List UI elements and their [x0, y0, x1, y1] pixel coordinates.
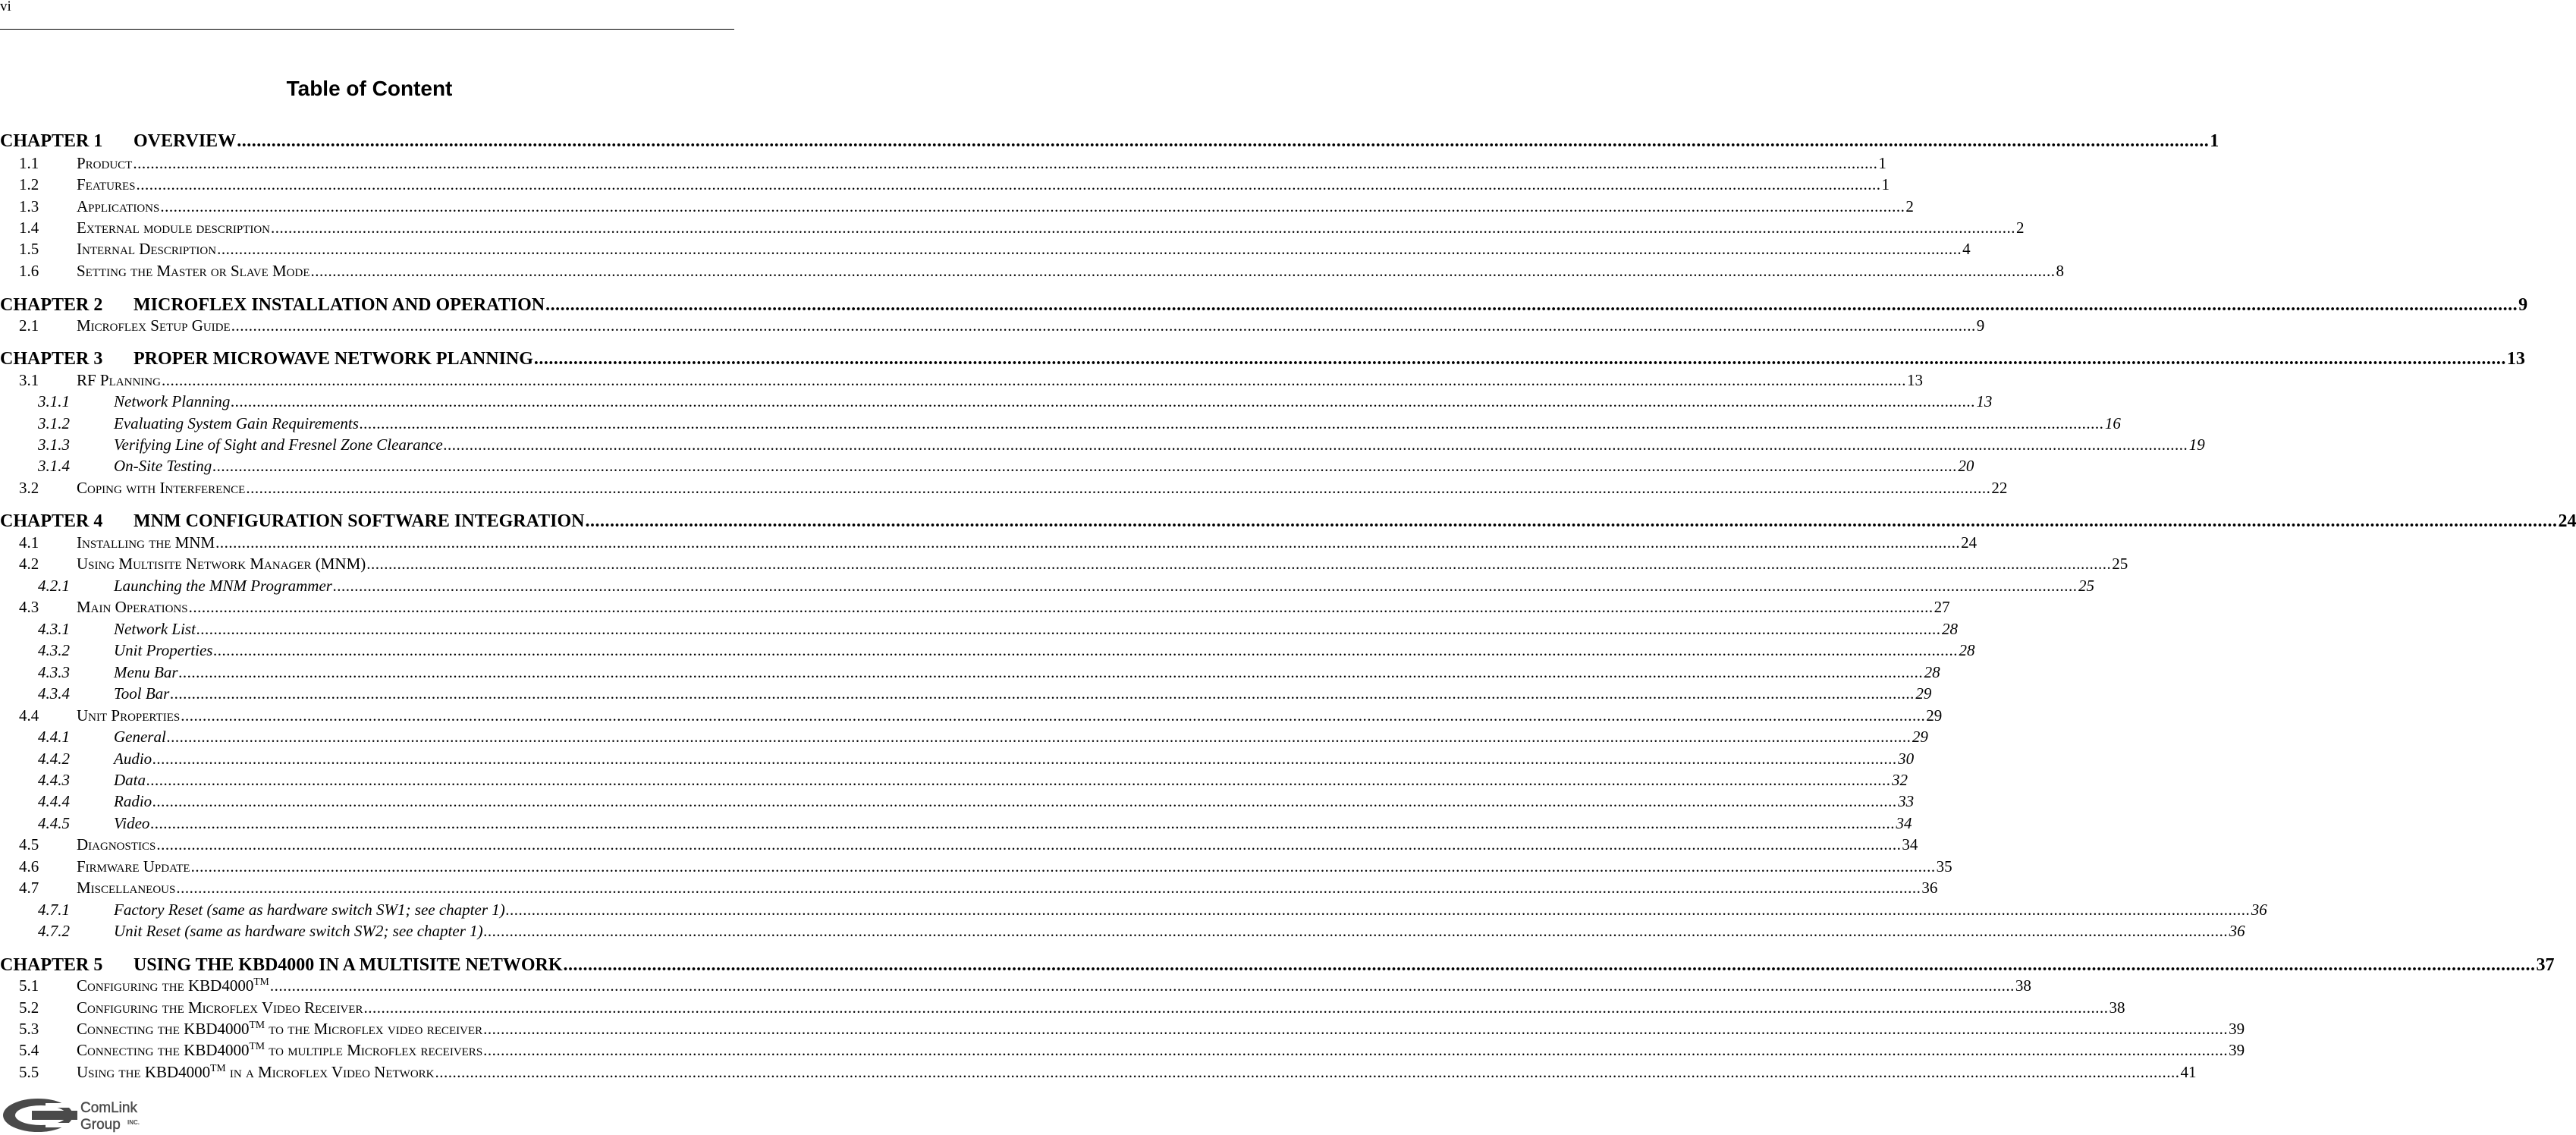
toc-entry-number: 5.3 [19, 1020, 39, 1038]
toc-entry-title-text: OVERVIEW [134, 131, 237, 151]
toc-entry-title-text: MNM CONFIGURATION SOFTWARE INTEGRATION [134, 511, 585, 531]
toc-entry-4-4[interactable] [19, 706, 1943, 725]
toc-entry-4-1[interactable] [19, 533, 1978, 552]
dot-leader: ................................................................................................................................................................................................................................................................................................................................................................................................................ [178, 663, 1924, 681]
dot-leader: ................................................................................................................................................................................................................................................................................................................................................................................................................ [545, 295, 2518, 315]
toc-entry-page: 2 [2016, 219, 2025, 237]
toc-entry-title-text: Configuring the KBD4000 [77, 976, 254, 995]
toc-entry-title [134, 511, 584, 532]
toc-entry-title-text: Unit Reset (same as hardware switch SW2; see chapter 1) [114, 922, 483, 940]
toc-entry-title-rest: in a Microflex Video Network [225, 1063, 435, 1081]
toc-entry-3-1-3[interactable] [38, 435, 2205, 454]
toc-entry-title-text: Evaluating System Gain Requirements [114, 414, 359, 432]
dot-leader: ................................................................................................................................................................................................................................................................................................................................................................................................................ [366, 555, 2112, 573]
toc-entry-title [77, 262, 310, 281]
toc-entry-title-text: Verifying Line of Sight and Fresnel Zone Clearance [114, 435, 443, 454]
toc-entry-chapter-5[interactable] [0, 955, 2555, 976]
toc-entry-number: 4.2.1 [38, 577, 70, 595]
dot-leader: ................................................................................................................................................................................................................................................................................................................................................................................................................ [310, 262, 2056, 280]
toc-entry-page: 13 [1906, 371, 1923, 389]
toc-entry-title-rest: to the Microflex video receiver [264, 1020, 483, 1038]
logo-text-line1: ComLink [80, 1100, 137, 1116]
toc-entry-number: 3.1.4 [38, 457, 70, 475]
toc-entry-title [134, 295, 545, 316]
toc-entry-1-4[interactable] [19, 219, 2025, 237]
toc-entry-page: 34 [1902, 835, 1918, 854]
dot-leader: ................................................................................................................................................................................................................................................................................................................................................................................................................ [136, 175, 1881, 193]
toc-entry-number: 4.4.2 [38, 750, 70, 768]
toc-entry-4-7[interactable] [19, 879, 1938, 898]
toc-entry-title-text: Using Multisite Network Manager (MNM) [77, 555, 366, 573]
toc-entry-title-text: Internal Description [77, 240, 217, 258]
dot-leader: ................................................................................................................................................................................................................................................................................................................................................................................................................ [231, 392, 1976, 410]
toc-entry-4-6[interactable] [19, 857, 1952, 876]
toc-entry-number: 5.2 [19, 998, 39, 1017]
dot-leader: ................................................................................................................................................................................................................................................................................................................................................................................................................ [160, 197, 1905, 215]
dot-leader: ................................................................................................................................................................................................................................................................................................................................................................................................................ [166, 728, 1912, 746]
toc-entry-title [114, 814, 149, 833]
toc-entry-page: 38 [2015, 976, 2031, 995]
toc-entry-title-text: Coping with Interference [77, 479, 246, 497]
toc-entry-4-4-1[interactable] [38, 728, 1928, 747]
toc-entry-page: 27 [1934, 598, 1950, 616]
toc-entry-title [114, 771, 146, 790]
toc-entry-title [114, 392, 230, 411]
toc-entry-3-2[interactable] [19, 479, 2008, 498]
toc-entry-title-text: Unit Properties [114, 641, 213, 659]
toc-entry-title-text: Network Planning [114, 392, 231, 410]
toc-entry-number: 4.3.3 [38, 663, 70, 681]
toc-entry-page: 13 [1976, 392, 1993, 410]
toc-entry-page: 13 [2506, 349, 2525, 369]
toc-entry-4-2[interactable] [19, 555, 2128, 574]
page-title: Table of Content [286, 77, 453, 100]
comlink-group-logo [2, 1096, 176, 1133]
toc-entry-number: 4.6 [19, 857, 39, 876]
toc-entry-page: 29 [1926, 706, 1943, 725]
toc-entry-1-1[interactable] [19, 154, 1886, 173]
toc-entry-number: 4.5 [19, 835, 39, 854]
dot-leader: ................................................................................................................................................................................................................................................................................................................................................................................................................ [483, 1020, 2229, 1038]
dot-leader: ................................................................................................................................................................................................................................................................................................................................................................................................................ [170, 684, 1915, 703]
toc-entry-5-5[interactable] [19, 1062, 2197, 1082]
toc-entry-title-text: External module description [77, 219, 270, 237]
toc-entry-title-text: General [114, 728, 166, 746]
trademark-superscript: TM [249, 1019, 265, 1030]
toc-entry-page: 35 [1936, 857, 1952, 876]
dot-leader: ................................................................................................................................................................................................................................................................................................................................................................................................................ [176, 879, 1921, 897]
toc-entry-title-text: Configuring the Microflex Video Receiver [77, 998, 363, 1017]
toc-entry-5-4[interactable] [19, 1040, 2245, 1060]
toc-entry-title-text: Installing the MNM [77, 533, 215, 552]
toc-entry-4-5[interactable] [19, 835, 1918, 854]
toc-entry-title [134, 349, 533, 369]
toc-entry-number: 4.4.5 [38, 814, 70, 832]
toc-entry-page: 1 [2210, 131, 2219, 151]
toc-entry-number: 4.3 [19, 598, 39, 616]
toc-entry-page: 24 [2558, 511, 2576, 531]
dot-leader: ................................................................................................................................................................................................................................................................................................................................................................................................................ [505, 901, 2251, 919]
toc-entry-title-text: MICROFLEX INSTALLATION AND OPERATION [134, 295, 545, 315]
toc-entry-title-text: USING THE KBD4000 IN A MULTISITE NETWORK [134, 955, 563, 975]
dot-leader: ................................................................................................................................................................................................................................................................................................................................................................................................................ [363, 998, 2109, 1017]
toc-entry-number: 3.1 [19, 371, 39, 389]
toc-entry-number: 1.5 [19, 240, 39, 258]
toc-entry-1-5[interactable] [19, 240, 1971, 259]
toc-entry-title [77, 857, 190, 876]
toc-entry-number: CHAPTER 1 [0, 131, 103, 151]
toc-entry-number: 4.3.4 [38, 684, 70, 703]
toc-entry-title [77, 879, 175, 898]
toc-entry-page: 39 [2229, 1020, 2245, 1038]
toc-entry-5-1[interactable] [19, 976, 2031, 995]
toc-entry-number: 3.1.1 [38, 392, 70, 410]
toc-entry-title [114, 922, 483, 941]
toc-entry-title [114, 663, 178, 682]
toc-entry-title [77, 316, 231, 335]
toc-entry-title-text: Features [77, 175, 136, 193]
toc-entry-title [77, 371, 161, 390]
toc-entry-number: CHAPTER 3 [0, 349, 103, 369]
dot-leader: ................................................................................................................................................................................................................................................................................................................................................................................................................ [483, 922, 2229, 940]
toc-entry-4-4-3[interactable] [38, 771, 1908, 790]
toc-entry-page: 37 [2536, 955, 2555, 975]
dot-leader: ................................................................................................................................................................................................................................................................................................................................................................................................................ [443, 435, 2188, 454]
toc-entry-title-text: Menu Bar [114, 663, 178, 681]
logo-mark-icon [3, 1099, 77, 1132]
toc-entry-title [114, 750, 152, 769]
trademark-superscript: TM [249, 1040, 265, 1052]
dot-leader: ................................................................................................................................................................................................................................................................................................................................................................................................................ [246, 479, 1991, 497]
toc-entry-page: 36 [2229, 922, 2245, 940]
toc-entry-title [114, 901, 505, 920]
toc-entry-page: 41 [2180, 1063, 2197, 1081]
toc-entry-title [114, 457, 212, 476]
toc-entry-title [134, 131, 236, 152]
toc-entry-title-text: Video [114, 814, 150, 832]
toc-entry-number: 4.4.1 [38, 728, 70, 746]
toc-entry-5-3[interactable] [19, 1019, 2245, 1039]
trademark-superscript: TM [210, 1062, 226, 1074]
toc-entry-title [77, 219, 270, 237]
toc-entry-number: CHAPTER 2 [0, 295, 103, 315]
dot-leader: ................................................................................................................................................................................................................................................................................................................................................................................................................ [156, 835, 1902, 854]
toc-entry-page: 9 [1976, 316, 1985, 335]
toc-entry-title-text: Using the KBD4000 [77, 1063, 211, 1081]
toc-entry-number: 4.2 [19, 555, 39, 573]
toc-entry-title [77, 533, 215, 552]
toc-entry-number: 4.7.2 [38, 922, 70, 940]
toc-entry-page: 34 [1896, 814, 1912, 832]
dot-leader: ................................................................................................................................................................................................................................................................................................................................................................................................................ [332, 577, 2078, 595]
dot-leader: ................................................................................................................................................................................................................................................................................................................................................................................................................ [190, 857, 1936, 876]
toc-entry-3-1-2[interactable] [38, 414, 2121, 433]
toc-entry-title-text: Launching the MNM Programmer [114, 577, 332, 595]
toc-entry-number: 4.3.2 [38, 641, 70, 659]
dot-leader: ................................................................................................................................................................................................................................................................................................................................................................................................................ [483, 1041, 2229, 1059]
toc-entry-page: 29 [1912, 728, 1928, 746]
toc-entry-title [114, 577, 332, 596]
toc-entry-page: 22 [1991, 479, 2008, 497]
toc-entry-3-1-4[interactable] [38, 457, 1974, 476]
toc-entry-title-text: Audio [114, 750, 152, 768]
dot-leader: ................................................................................................................................................................................................................................................................................................................................................................................................................ [133, 154, 1878, 172]
dot-leader: ................................................................................................................................................................................................................................................................................................................................................................................................................ [152, 792, 1898, 810]
toc-entry-page: 32 [1892, 771, 1908, 789]
toc-entry-title [114, 684, 169, 703]
toc-entry-chapter-3[interactable] [0, 349, 2525, 369]
toc-entry-title [77, 1020, 482, 1039]
toc-entry-number: 4.1 [19, 533, 39, 552]
toc-entry-3-1-1[interactable] [38, 392, 1993, 411]
toc-entry-number: 3.1.2 [38, 414, 70, 432]
toc-entry-chapter-1[interactable] [0, 131, 2219, 152]
toc-entry-title-text: PROPER MICROWAVE NETWORK PLANNING [134, 349, 533, 369]
toc-entry-4-3-4[interactable] [38, 684, 1932, 703]
toc-entry-number: 3.2 [19, 479, 39, 497]
toc-entry-title [114, 641, 212, 660]
toc-entry-title-text: Microflex Setup Guide [77, 316, 231, 335]
toc-entry-page: 33 [1898, 792, 1915, 810]
toc-entry-title [77, 835, 156, 854]
dot-leader: ................................................................................................................................................................................................................................................................................................................................................................................................................ [563, 955, 2536, 975]
toc-entry-number: 2.1 [19, 316, 39, 335]
toc-entry-title-text: Radio [114, 792, 152, 810]
dot-leader: ................................................................................................................................................................................................................................................................................................................................................................................................................ [359, 414, 2104, 432]
toc-entry-title [77, 706, 180, 725]
dot-leader: ................................................................................................................................................................................................................................................................................................................................................................................................................ [215, 533, 1961, 552]
toc-entry-4-4-4[interactable] [38, 792, 1915, 811]
dot-leader: ................................................................................................................................................................................................................................................................................................................................................................................................................ [217, 240, 1962, 258]
toc-entry-number: 1.3 [19, 197, 39, 215]
toc-entry-4-7-2[interactable] [38, 922, 2245, 941]
dot-leader: ................................................................................................................................................................................................................................................................................................................................................................................................................ [533, 349, 2506, 369]
toc-entry-page: 24 [1961, 533, 1978, 552]
toc-entry-number: 1.1 [19, 154, 39, 172]
toc-entry-title [114, 728, 166, 747]
toc-entry-page: 20 [1958, 457, 1974, 475]
dot-leader: ................................................................................................................................................................................................................................................................................................................................................................................................................ [237, 131, 2210, 151]
toc-entry-title-text: Applications [77, 197, 160, 215]
toc-entry-title-text: Main Operations [77, 598, 188, 616]
toc-entry-4-3-2[interactable] [38, 641, 1975, 660]
toc-entry-page: 36 [2251, 901, 2267, 919]
toc-entry-number: CHAPTER 5 [0, 955, 103, 975]
toc-entry-title [114, 620, 196, 639]
toc-entry-4-4-5[interactable] [38, 814, 1912, 833]
toc-entry-page: 39 [2229, 1041, 2245, 1059]
toc-entry-number: 1.2 [19, 175, 39, 193]
toc-entry-title-text: Connecting the KBD4000 [77, 1020, 250, 1038]
toc-entry-title [77, 998, 363, 1017]
toc-entry-3-1[interactable] [19, 371, 1923, 390]
toc-entry-title-text: Data [114, 771, 146, 789]
toc-entry-number: 3.1.3 [38, 435, 70, 454]
dot-leader: ................................................................................................................................................................................................................................................................................................................................................................................................................ [435, 1063, 2180, 1081]
dot-leader: ................................................................................................................................................................................................................................................................................................................................................................................................................ [188, 598, 1934, 616]
dot-leader: ................................................................................................................................................................................................................................................................................................................................................................................................................ [146, 771, 1891, 789]
toc-entry-title-text: Firmware Update [77, 857, 190, 876]
toc-entry-page: 29 [1915, 684, 1932, 703]
toc-entry-title [77, 479, 245, 498]
toc-entry-title-text: Connecting the KBD4000 [77, 1041, 250, 1059]
toc-entry-title-text: Factory Reset (same as hardware switch SW1; see chapter 1) [114, 901, 505, 919]
toc-entry-number: 1.6 [19, 262, 39, 280]
toc-entry-title [77, 1041, 482, 1060]
dot-leader: ................................................................................................................................................................................................................................................................................................................................................................................................................ [231, 316, 1976, 335]
toc-entry-page: 28 [1924, 663, 1940, 681]
toc-entry-4-3-3[interactable] [38, 663, 1940, 682]
dot-leader: ................................................................................................................................................................................................................................................................................................................................................................................................................ [213, 641, 1959, 659]
toc-entry-title [114, 414, 359, 433]
toc-entry-title-text: Product [77, 154, 133, 172]
toc-entry-page: 28 [1941, 620, 1958, 638]
dot-leader: ................................................................................................................................................................................................................................................................................................................................................................................................................ [152, 750, 1898, 768]
toc-entry-number: 4.3.1 [38, 620, 70, 638]
logo-text-line2: Group [80, 1117, 121, 1133]
toc-entry-1-3[interactable] [19, 197, 1914, 216]
dot-leader: ................................................................................................................................................................................................................................................................................................................................................................................................................ [212, 457, 1958, 475]
toc-entry-title [77, 1063, 435, 1082]
toc-entry-chapter-2[interactable] [0, 295, 2528, 316]
toc-entry-number: 1.4 [19, 219, 39, 237]
toc-entry-number: 4.7 [19, 879, 39, 897]
toc-entry-title-text: Miscellaneous [77, 879, 176, 897]
dot-leader: ................................................................................................................................................................................................................................................................................................................................................................................................................ [196, 620, 1941, 638]
toc-entry-number: 4.7.1 [38, 901, 70, 919]
toc-entry-title [77, 154, 132, 173]
toc-entry-title [77, 197, 159, 216]
toc-entry-number: CHAPTER 4 [0, 511, 103, 531]
toc-entry-2-1[interactable] [19, 316, 1985, 335]
toc-entry-1-2[interactable] [19, 175, 1890, 194]
toc-entry-4-2-1[interactable] [38, 577, 2094, 596]
dot-leader: ................................................................................................................................................................................................................................................................................................................................................................................................................ [271, 219, 2015, 237]
toc-entry-number: 5.4 [19, 1041, 39, 1059]
toc-entry-number: 5.1 [19, 976, 39, 995]
toc-entry-title-text: Tool Bar [114, 684, 170, 703]
toc-entry-title [114, 435, 443, 454]
toc-entry-4-3[interactable] [19, 598, 1950, 617]
toc-entry-title [77, 175, 136, 194]
toc-entry-page: 25 [2078, 577, 2094, 595]
toc-entry-title [114, 792, 152, 811]
toc-entry-5-2[interactable] [19, 998, 2125, 1017]
toc-entry-title-rest: to multiple Microflex receivers [264, 1041, 483, 1059]
toc-entry-chapter-4[interactable] [0, 511, 2576, 532]
toc-entry-page: 2 [1905, 197, 1914, 215]
toc-entry-4-3-1[interactable] [38, 620, 1958, 639]
toc-entry-page: 1 [1881, 175, 1890, 193]
toc-entry-page: 25 [2112, 555, 2128, 573]
toc-entry-title-text: On-Site Testing [114, 457, 212, 475]
toc-entry-page: 16 [2104, 414, 2121, 432]
toc-entry-page: 1 [1878, 154, 1886, 172]
toc-entry-title-text: Unit Properties [77, 706, 181, 725]
toc-entry-title [77, 598, 188, 617]
toc-entry-number: 4.4 [19, 706, 39, 725]
toc-entry-title-text: Network List [114, 620, 196, 638]
toc-entry-page: 19 [2188, 435, 2205, 454]
header-rule [0, 29, 734, 30]
trademark-superscript: TM [253, 976, 269, 987]
toc-entry-4-4-2[interactable] [38, 750, 1915, 769]
toc-entry-title [77, 555, 366, 574]
toc-entry-page: 4 [1962, 240, 1971, 258]
toc-entry-number: 5.5 [19, 1063, 39, 1081]
toc-entry-page: 9 [2518, 295, 2528, 315]
toc-entry-page: 28 [1959, 641, 1975, 659]
toc-entry-title-text: Setting the Master or Slave Mode [77, 262, 310, 280]
toc-entry-1-6[interactable] [19, 262, 2064, 281]
toc-entry-title [77, 240, 216, 259]
page-number: vi [0, 0, 11, 14]
toc-entry-4-7-1[interactable] [38, 901, 2267, 920]
toc-entry-page: 8 [2056, 262, 2064, 280]
toc-entry-title [134, 955, 563, 976]
dot-leader: ................................................................................................................................................................................................................................................................................................................................................................................................................ [181, 706, 1926, 725]
toc-entry-page: 30 [1898, 750, 1915, 768]
toc-entry-page: 38 [2109, 998, 2125, 1017]
toc-entry-title-text: Diagnostics [77, 835, 156, 854]
toc-entry-title-text: RF Planning [77, 371, 161, 389]
dot-leader: ................................................................................................................................................................................................................................................................................................................................................................................................................ [269, 976, 2015, 995]
dot-leader: ................................................................................................................................................................................................................................................................................................................................................................................................................ [161, 371, 1906, 389]
logo-suffix: INC. [127, 1119, 140, 1126]
dot-leader: ................................................................................................................................................................................................................................................................................................................................................................................................................ [150, 814, 1896, 832]
dot-leader: ................................................................................................................................................................................................................................................................................................................................................................................................................ [585, 511, 2558, 531]
toc-entry-number: 4.4.4 [38, 792, 70, 810]
toc-entry-number: 4.4.3 [38, 771, 70, 789]
toc-entry-page: 36 [1921, 879, 1938, 897]
toc-entry-title [77, 976, 269, 995]
